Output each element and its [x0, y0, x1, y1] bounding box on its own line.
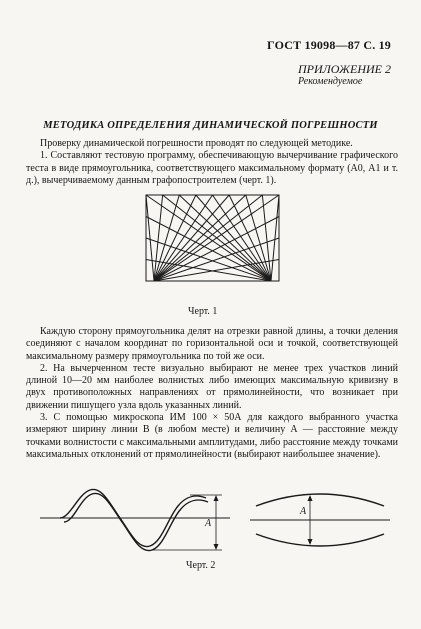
standard-reference: ГОСТ 19098—87 С. 19	[267, 38, 391, 52]
step-2-paragraph: 2. На вычерченном тесте визуально выбирают не менее трех участков линий длиной 10—20 мм наиболее волнистых либо имеющих максимальную кривизну в двух противоположных направлениях от прямолинейности, что возникает при движении пишущего узла вдоль указанных линий.	[26, 362, 398, 411]
figure-2-wave-diagram	[40, 484, 230, 554]
step-3-paragraph: 3. С помощью микроскопа ИМ 100 × 50А для каждого выбранного участка измеряют ширину линии В (в любом месте) и величину А — расстояние между точками волнистости с максимальными амплитудами, либо расстояние между точками максимальных отклонений от прямолинейности (выбирают наибольшее значение).	[26, 412, 398, 460]
intro-paragraph: Проверку динамической погрешности проводят по следующей методике.	[40, 138, 353, 149]
text-section-1	[26, 138, 398, 187]
fan-line	[213, 195, 272, 281]
curvature-upper-arc	[256, 494, 384, 506]
curvature-arrowhead-bottom	[308, 539, 313, 545]
figure-1-caption: Черт. 1	[188, 306, 218, 317]
appendix-block	[298, 62, 391, 87]
curvature-lower-arc	[256, 534, 384, 546]
fan-line	[229, 195, 271, 281]
curvature-arrowhead-top	[308, 495, 313, 501]
appendix-subtitle: Рекомендуемое	[298, 76, 363, 87]
fan-line	[154, 195, 196, 281]
fan-line	[154, 195, 213, 281]
amplitude-label-right: А	[300, 506, 307, 517]
fan-line	[262, 195, 271, 281]
text-section-2	[26, 326, 398, 461]
test-rectangle	[146, 195, 279, 281]
wave-curve-lower	[64, 493, 208, 550]
document-title: МЕТОДИКА ОПРЕДЕЛЕНИЯ ДИНАМИЧЕСКОЙ ПОГРЕШНОСТИ	[43, 120, 378, 131]
appendix-title: ПРИЛОЖЕНИЕ 2	[298, 62, 391, 76]
fan-line	[154, 195, 163, 281]
amplitude-arrowhead-bottom	[214, 544, 219, 550]
amplitude-label-left: А	[205, 518, 212, 529]
amplitude-arrowhead-top	[214, 495, 219, 501]
step-1-paragraph: 1. Составляют тестовую программу, обеспечивающую вычерчивание графического теста в виде прямоугольника, соответствующего максимальному формату (А0, А1 и т. д.), вычерчиваемому данным графопостроителем (черт. 1).	[26, 150, 398, 186]
division-paragraph: Каждую сторону прямоугольника делят на отрезки равной длины, а точки деления соединяют с началом координат по горизонтальной оси и точкой, соответствующей максимальному размеру прямоугольника по той же оси.	[26, 326, 398, 362]
figure-2-curvature-diagram	[250, 484, 390, 554]
figure-2-caption: Черт. 2	[186, 560, 216, 571]
figure-1-test-pattern	[145, 194, 280, 282]
